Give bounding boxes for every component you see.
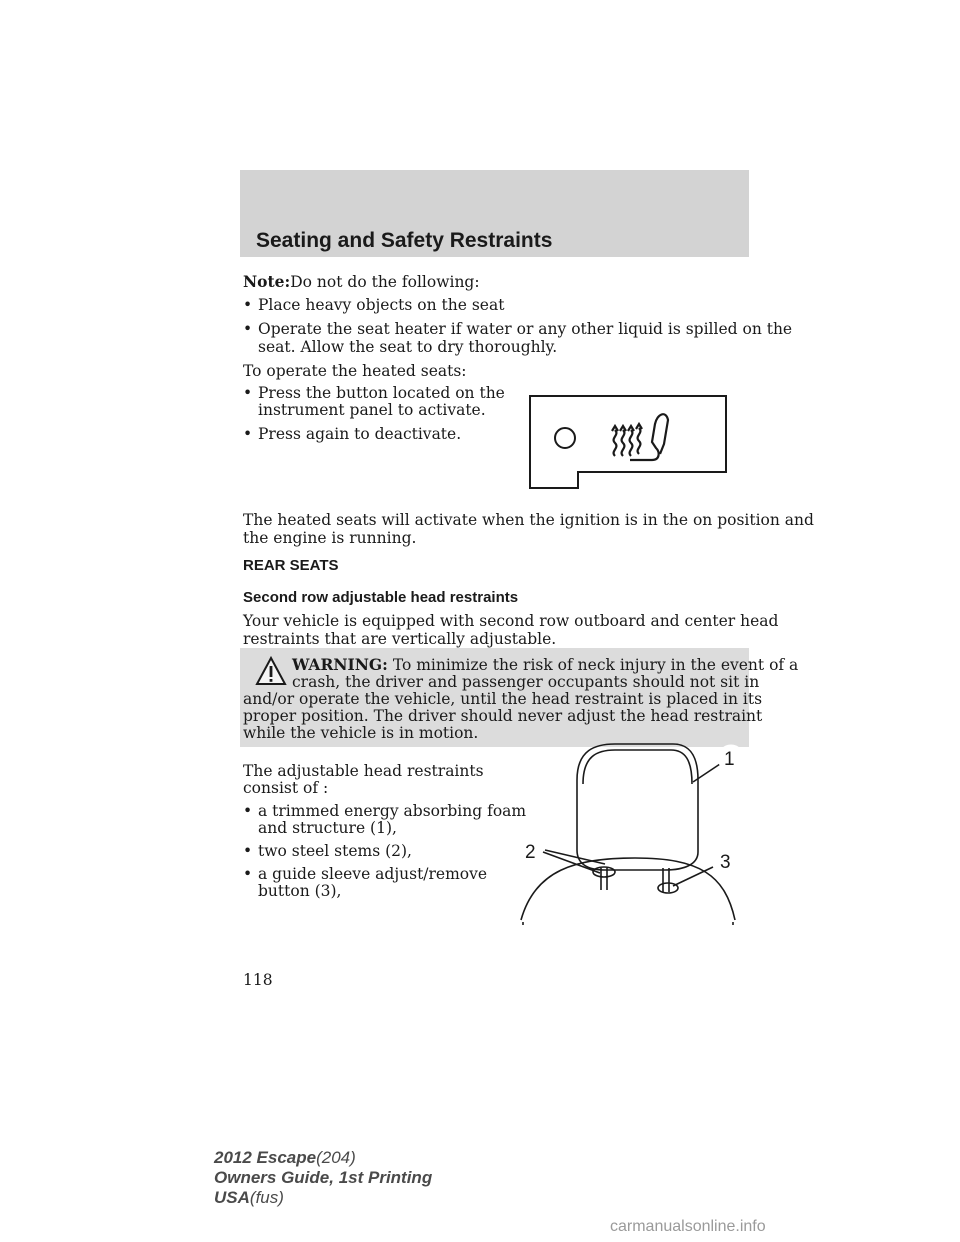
- page-number: 118: [243, 971, 273, 989]
- bullet-icon: •: [243, 384, 253, 402]
- callout-label: 2: [525, 842, 536, 863]
- section-title: Seating and Safety Restraints: [256, 229, 553, 252]
- warning-line: crash, the driver and passenger occupants should not sit in: [292, 673, 760, 691]
- warning-line: WARNING: To minimize the risk of neck injury in the event of a: [292, 655, 799, 674]
- consist-bullet: two steel stems (2),: [258, 842, 412, 860]
- bullet-icon: •: [243, 425, 253, 443]
- warning-box: [240, 648, 799, 747]
- steel-stem: [601, 868, 607, 890]
- consist-bullet-continued: button (3),: [258, 882, 342, 900]
- activation-text: The heated seats will activate when the ignition is in the on position and: [243, 511, 814, 529]
- warning-line: proper position. The driver should never adjust the head restraint: [243, 707, 763, 725]
- callout-label: 1: [724, 749, 735, 770]
- sub-heading: Second row adjustable head restraints: [243, 589, 519, 606]
- bullet-icon: •: [243, 865, 253, 883]
- callout-label: 3: [720, 852, 731, 873]
- operate-bullet-continued: instrument panel to activate.: [258, 401, 486, 419]
- watermark: carmanualsonline.info: [610, 1218, 766, 1235]
- note-bullet: Place heavy objects on the seat: [258, 296, 505, 314]
- indicator-light-icon: [555, 428, 575, 448]
- head-restraint-foam: [577, 744, 698, 870]
- bullet-icon: •: [243, 802, 253, 820]
- heated-seat-icon: [612, 414, 668, 460]
- warning-triangle-icon: [255, 656, 287, 686]
- heated-seat-button-illustration: [528, 394, 728, 490]
- seat-back-outline: [521, 858, 735, 920]
- consist-bullet: a guide sleeve adjust/remove: [258, 865, 488, 883]
- print-footer: 2012 Escape(204) Owners Guide, 1st Printing USA(fus): [214, 1148, 433, 1207]
- bullet-icon: •: [243, 296, 253, 314]
- section-heading: REAR SEATS: [243, 557, 339, 574]
- note-paragraph: [243, 272, 480, 292]
- consist-bullet: a trimmed energy absorbing foam: [258, 802, 527, 820]
- operate-bullet: Press again to deactivate.: [258, 425, 462, 443]
- warning-label: WARNING:: [292, 655, 388, 674]
- consist-text: consist of :: [243, 779, 329, 797]
- head-restraint-diagram: [515, 740, 750, 925]
- note-bullet: Operate the seat heater if water or any other liquid is spilled on the: [258, 320, 793, 338]
- note-text: Do not do the following:: [290, 273, 480, 291]
- consist-bullet-continued: and structure (1),: [258, 819, 397, 837]
- operate-bullet: Press the button located on the: [258, 384, 505, 402]
- section-header-band: [240, 170, 749, 257]
- note-bullet-continued: seat. Allow the seat to dry thoroughly.: [258, 338, 558, 356]
- note-label: Note:: [243, 272, 291, 291]
- consist-text: The adjustable head restraints: [243, 762, 484, 780]
- warning-line: while the vehicle is in motion.: [243, 724, 479, 742]
- intro-text: Your vehicle is equipped with second row outboard and center head: [243, 612, 779, 630]
- intro-text: restraints that are vertically adjustable.: [243, 630, 557, 648]
- warning-line: and/or operate the vehicle, until the head restraint is placed in its: [243, 690, 763, 708]
- operate-intro: To operate the heated seats:: [243, 362, 467, 380]
- bullet-icon: •: [243, 320, 253, 338]
- activation-text: the engine is running.: [243, 529, 417, 547]
- bullet-icon: •: [243, 842, 253, 860]
- steel-stem: [663, 868, 669, 892]
